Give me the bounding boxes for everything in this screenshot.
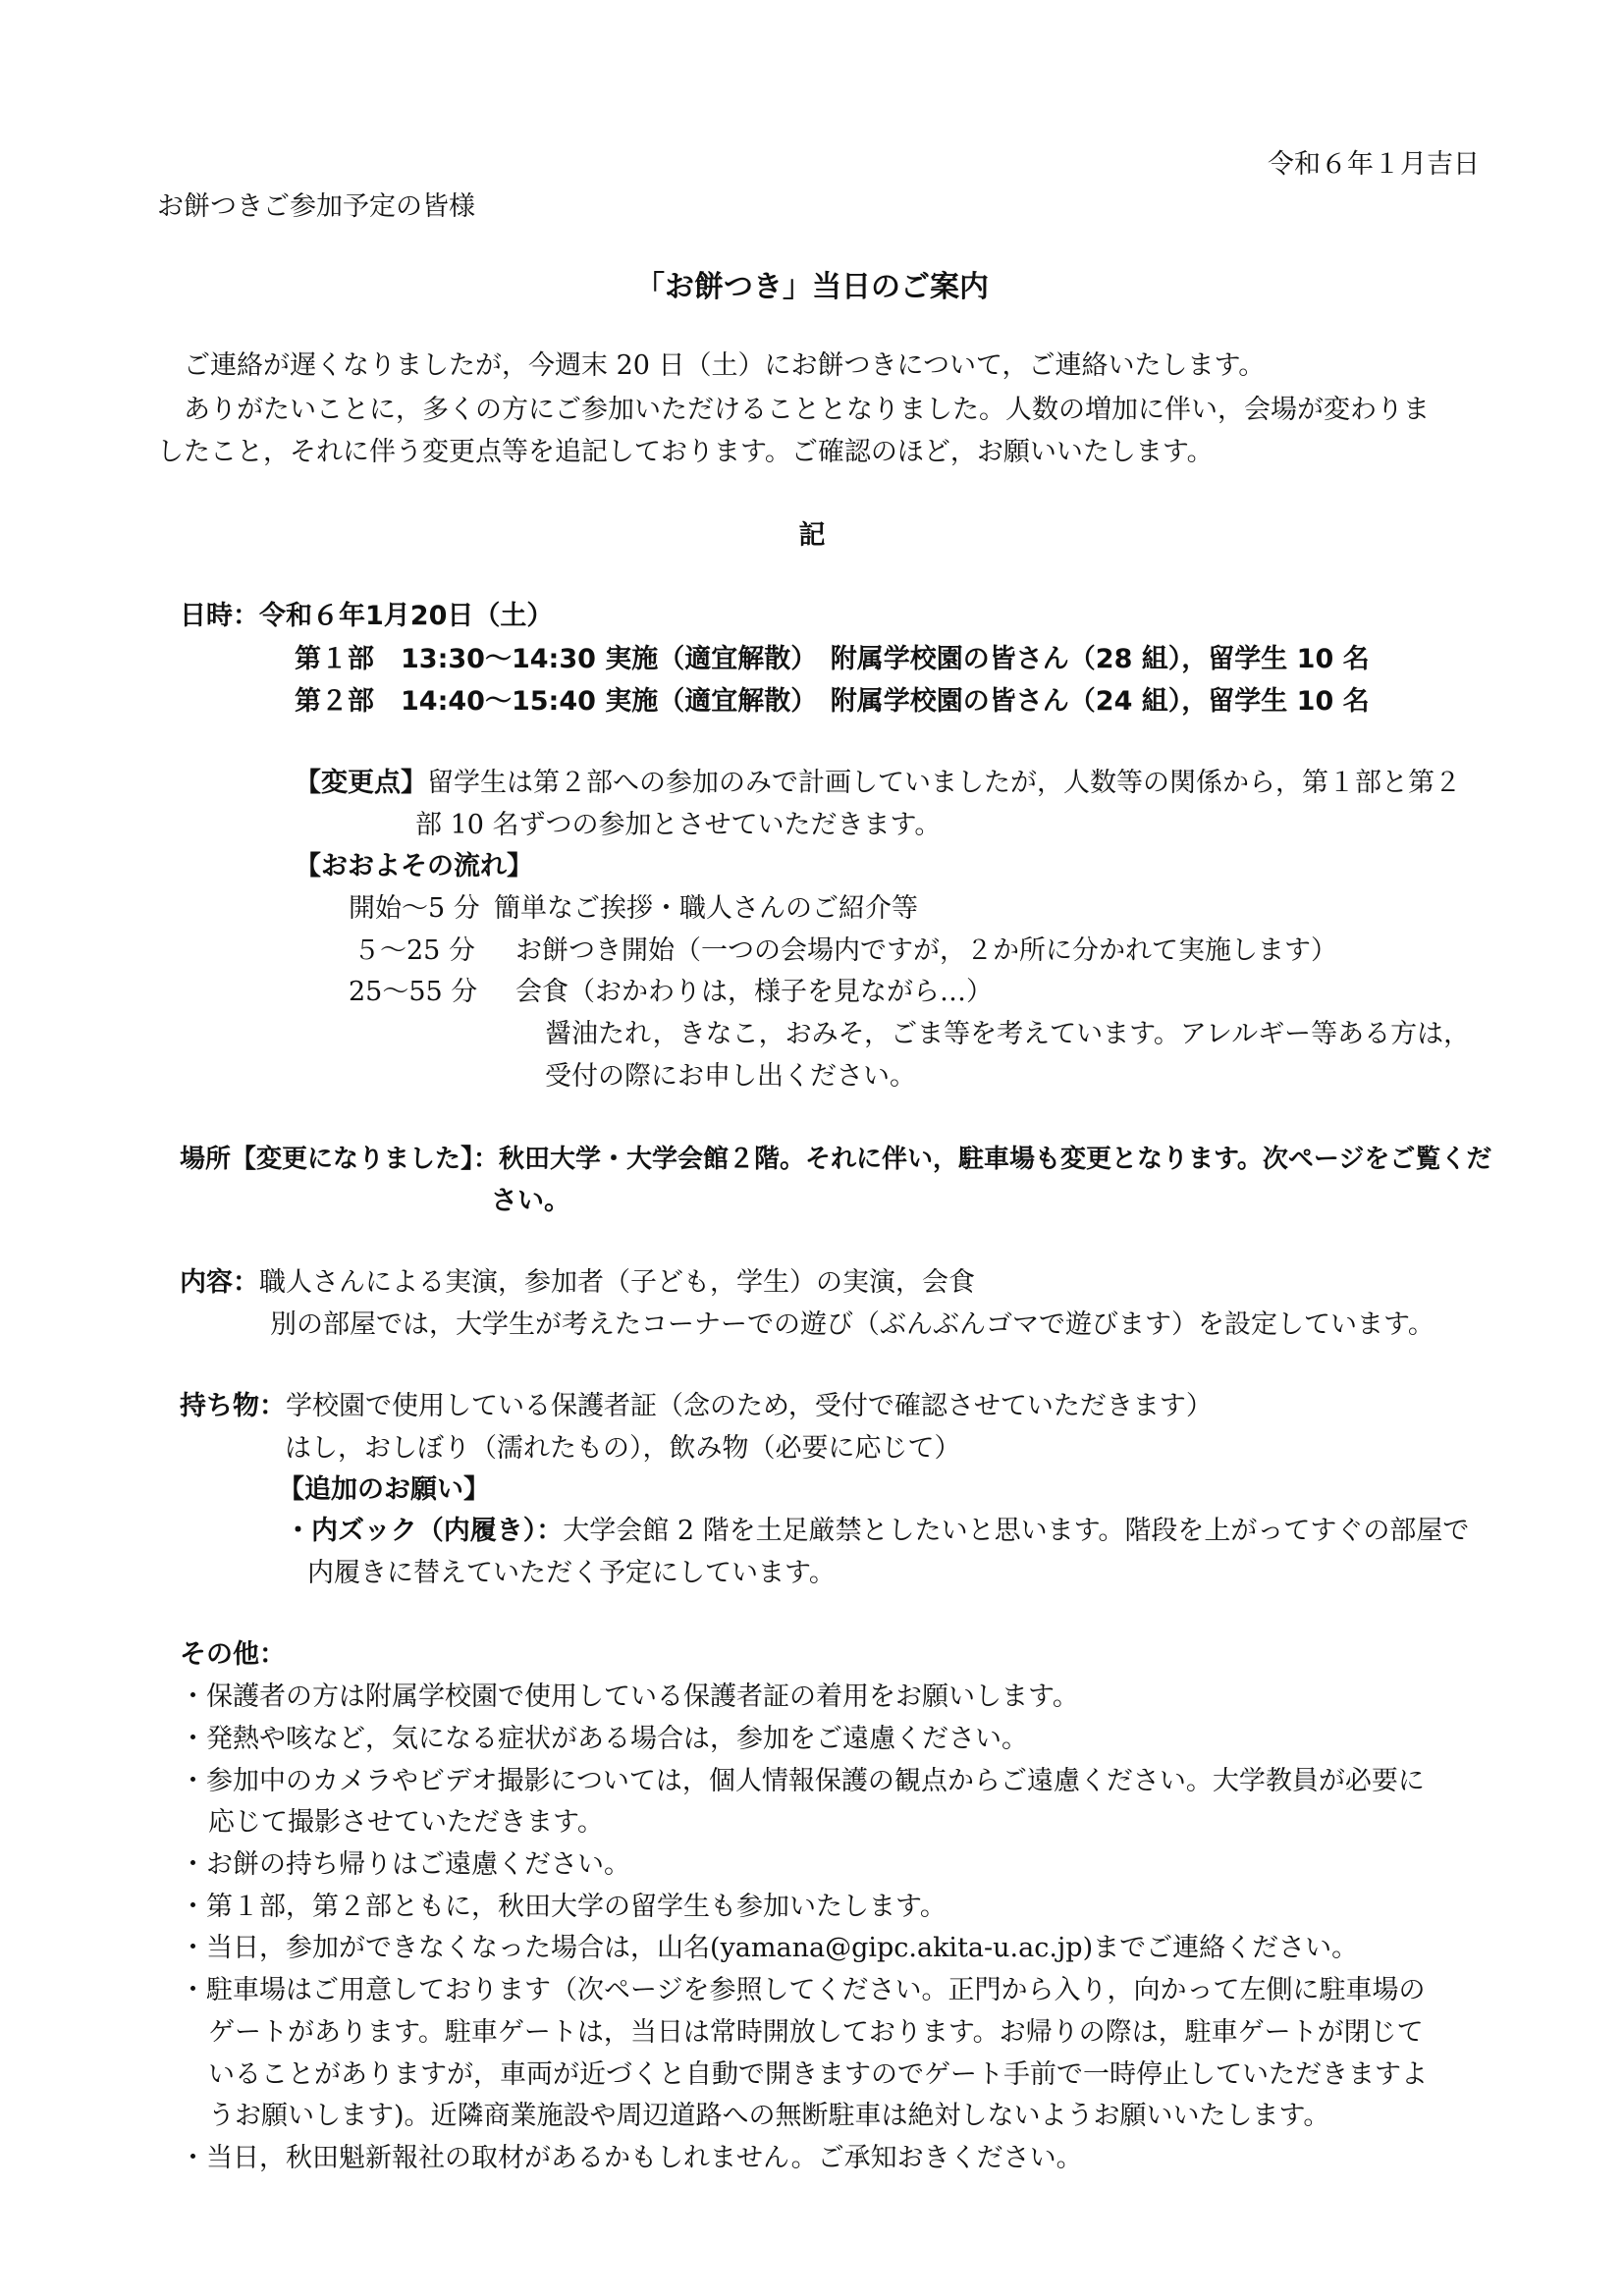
content-text-2: 別の部屋では，大学生が考えたコーナーでの遊び（ぶんぶんゴマで遊びます）を設定しています。 (270, 1309, 1435, 1340)
indoor-shoes-text-1: 大学会館 2 階を土足厳禁としたいと思います。階段を上がってすぐの部屋で (563, 1516, 1470, 1546)
flow-note-1: 醤油たれ，きなこ，おみそ，ごま等を考えています。アレルギー等ある方は， (545, 1019, 1471, 1049)
change-point-label: 【変更点】 (295, 768, 427, 798)
other-item-7-line-4: うお願いします)。近隣商業施設や周辺道路への無断駐車は絶対しないようお願いいたします。 (208, 2101, 1330, 2131)
other-item-7-line-2: ゲートがあります。駐車ゲートは，当日は常時開放しております。お帰りの際は，駐車ゲートが閉じて (208, 2017, 1424, 2048)
schedule-part-2: 第２部 14:40～15:40 実施（適宜解散） 附属学校園の皆さん（24 組），留学生 10 名 (295, 686, 1370, 717)
ki-heading: 記 (798, 520, 826, 551)
other-item-1: ・保護者の方は附属学校園で使用している保護者証の着用をお願いします。 (180, 1682, 1079, 1712)
recipient-line: お餅つきご参加予定の皆様 (157, 191, 475, 222)
extra-request-label: 【追加のお願い】 (278, 1474, 490, 1505)
other-item-3-line-2: 応じて撮影させていただきます。 (208, 1807, 604, 1838)
other-item-2: ・発熱や咳など，気になる症状がある場合は，参加をご遠慮ください。 (180, 1724, 1028, 1754)
schedule-part-1: 第１部 13:30～14:30 実施（適宜解散） 附属学校園の皆さん（28 組），留学生 10 名 (295, 644, 1370, 674)
belongings-line-1 (180, 1389, 1213, 1424)
other-item-3-line-1: ・参加中のカメラやビデオ撮影については，個人情報保護の観点からご遠慮ください。大学教員が必要に (180, 1766, 1425, 1796)
content-label: 内容： (180, 1267, 259, 1298)
place-line-1: 場所【変更になりました】：秋田大学・大学会館２階。それに伴い，駐車場も変更となります。次ページをご覧くだ (180, 1145, 1492, 1174)
flow-note-2: 受付の際にお申し出ください。 (545, 1061, 916, 1092)
document-date: 令和６年１月吉日 (1268, 149, 1480, 180)
intro-paragraph-1: ご連絡が遅くなりましたが，今週末 20 日（土）にお餅つきについて，ご連絡いたします。 (184, 350, 1266, 381)
other-item-7-line-1: ・駐車場はご用意しております（次ページを参照してください。正門から入り，向かって左側に駐車場の (180, 1975, 1426, 2005)
content-text-1: 職人さんによる実演，参加者（子ども，学生）の実演，会食 (259, 1267, 975, 1298)
indoor-shoes-line-1 (285, 1514, 1469, 1549)
belongings-text-1: 学校園で使用している保護者証（念のため，受付で確認させていただきます） (286, 1391, 1213, 1421)
flow-item-2-text: お餅つき開始（一つの会場内ですが，２か所に分かれて実施します） (515, 935, 1337, 966)
other-item-7-line-3: いることがありますが，車両が近づくと自動で開きますのでゲート手前で一時停止していただきますよ (208, 2059, 1428, 2090)
belongings-text-2: はし，おしぼり（濡れたもの），飲み物（必要に応じて） (285, 1433, 961, 1464)
intro-paragraph-2-line-1: ありがたいことに，多くの方にご参加いただけることとなりました。人数の増加に伴い，会場が変わりま (184, 395, 1430, 425)
flow-item-3-time: 25～55 分 (349, 977, 478, 1007)
flow-item-1-time: 開始～5 分 (349, 893, 480, 924)
indoor-shoes-label: ・内ズック（内履き）： (285, 1516, 564, 1546)
flow-item-1-text: 簡単なご挨拶・職人さんのご紹介等 (494, 893, 918, 924)
place-line-2: さい。 (491, 1186, 570, 1216)
indoor-shoes-text-2: 内履きに替えていただく予定にしています。 (307, 1558, 836, 1588)
other-item-6: ・当日，参加ができなくなった場合は，山名(yamana@gipc.akita-u.ac.jp)までご連絡ください。 (180, 1933, 1359, 1963)
belongings-label: 持ち物： (180, 1391, 286, 1421)
document-title: 「お餅つき」当日のご案内 (635, 270, 989, 304)
other-label: その他： (180, 1639, 286, 1670)
flow-item-3-text: 会食（おかわりは，様子を見ながら…） (515, 977, 993, 1007)
content-line-1 (180, 1265, 975, 1301)
flow-item-2-time: ５～25 分 (353, 935, 475, 966)
other-item-8: ・当日，秋田魁新報社の取材があるかもしれません。ご承知おきください。 (180, 2143, 1083, 2173)
flow-label: 【おおよその流れ】 (295, 851, 533, 881)
change-point-text-1: 留学生は第２部への参加のみで計画していましたが，人数等の関係から，第１部と第２ (427, 768, 1461, 798)
other-item-5: ・第１部，第２部ともに，秋田大学の留学生も参加いたします。 (180, 1892, 947, 1922)
change-point-text-2: 部 10 名ずつの参加とさせていただきます。 (415, 810, 942, 840)
schedule-label: 日時：令和６年1月20日（土） (180, 601, 554, 631)
intro-paragraph-2-line-2: したこと，それに伴う変更点等を追記しております。ご確認のほど，お願いいたします。 (157, 437, 1214, 467)
other-item-4: ・お餅の持ち帰りはご遠慮ください。 (180, 1849, 630, 1880)
change-point (295, 766, 1461, 801)
